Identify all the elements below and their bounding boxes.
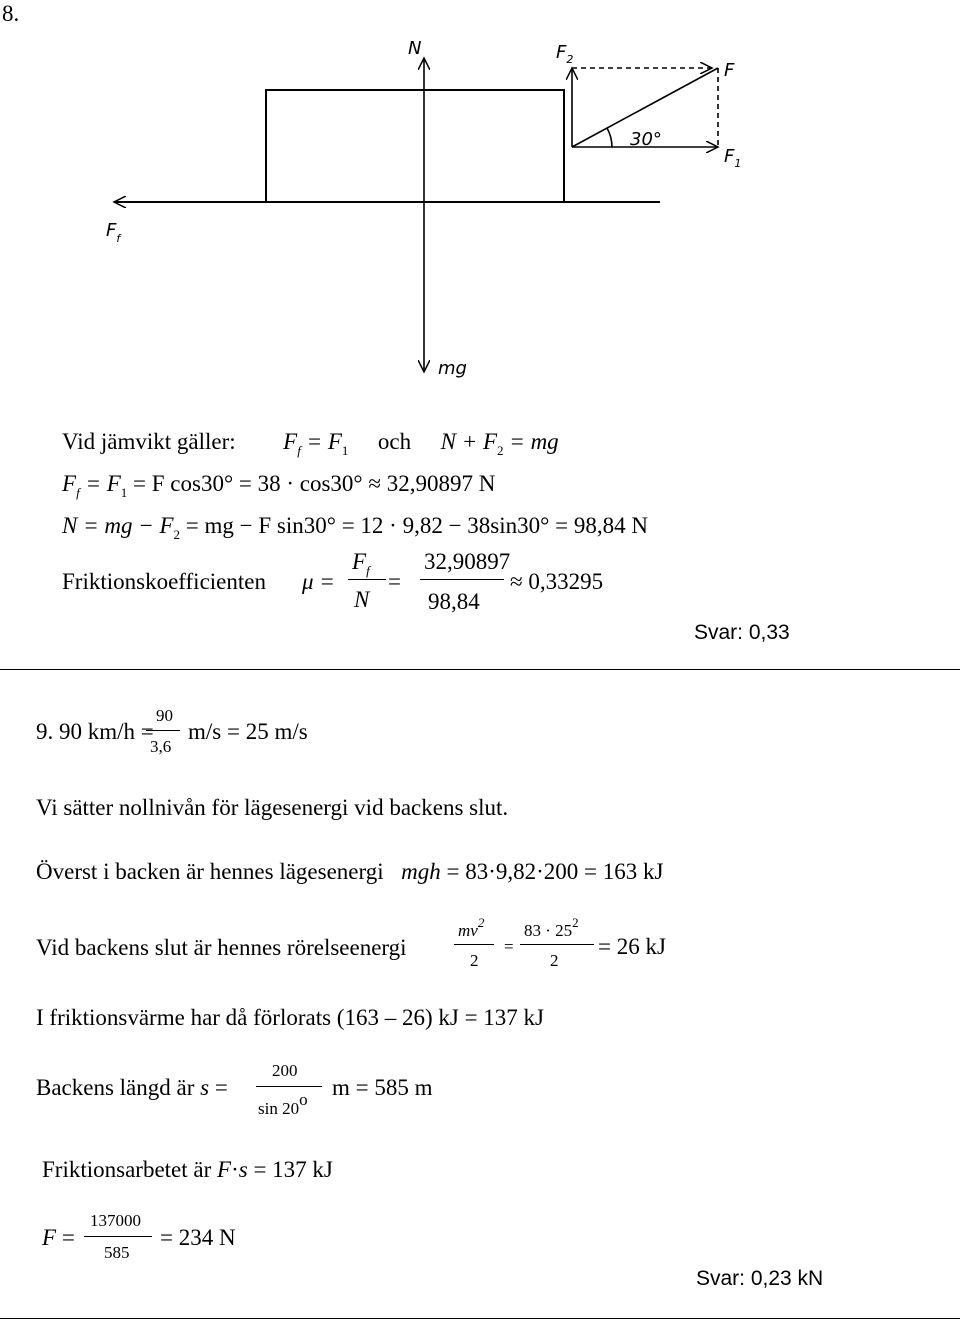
eq1-a: F: [283, 429, 298, 454]
p9-line8-tail: = 234 N: [160, 1225, 236, 1250]
eq1-d: = mg: [509, 429, 559, 454]
answer-8: Svar: 0,33: [694, 621, 790, 644]
p9-line1-tail: m/s = 25 m/s: [188, 719, 308, 744]
eq1-b: = F: [306, 429, 342, 454]
p9-line3: Överst i backen är hennes lägesenergi mgh = 83·9,82·200 = 163 kJ: [36, 859, 664, 884]
p9-line1-num: 90: [156, 706, 173, 725]
eq1-a-sub: f: [297, 443, 301, 458]
p9-line8: F =: [42, 1225, 75, 1250]
label-f: F: [724, 60, 735, 81]
p9-line4-den1: 2: [470, 951, 479, 970]
label-angle: 30°: [630, 129, 662, 150]
problem-number: 8.: [2, 1, 20, 26]
eq1-lead: Vid jämvikt gäller:: [62, 429, 236, 454]
eq3-a-sub: 2: [173, 527, 181, 542]
p9-line2: Vi sätter nollnivån för lägesenergi vid backens slut.: [36, 795, 509, 820]
eq1-c-sub: 2: [497, 443, 504, 458]
eq2-rest-sub: 1: [120, 485, 128, 500]
eq3-a: N = mg − F: [62, 513, 174, 538]
p9-line6-num: 200: [272, 1061, 298, 1080]
p9-line8-num: 137000: [90, 1211, 141, 1230]
label-f1: $F_1$: [724, 146, 742, 170]
label-n: N: [408, 38, 422, 59]
eq3: [62, 513, 648, 542]
eq1-c: N + F: [440, 429, 498, 454]
p9-line1-den: 3,6: [150, 737, 172, 756]
divider-2: [0, 1318, 960, 1319]
eq2-a: F: [62, 471, 77, 496]
eq1-b-sub: 1: [341, 443, 349, 458]
p9-line5: I friktionsvärme har då förlorats (163 – 26) kJ = 137 kJ: [36, 1005, 544, 1030]
eq4-eq: =: [388, 569, 401, 594]
p9-line1-lead: 9. 90 km/h =: [36, 719, 154, 744]
eq4-num: $F_f$: [352, 549, 370, 578]
eq4-frac-line-2: [420, 579, 504, 580]
eq4-den2: 98,84: [428, 589, 480, 614]
eq2-rest: = F: [85, 471, 121, 496]
eq1-och: och: [377, 429, 412, 454]
eq2-tail: = F cos30° = 38 · cos30° ≈ 32,90897 N: [133, 471, 496, 496]
p9-line4-num1: $mv^2$: [458, 915, 485, 940]
label-ff: $F_f$: [106, 220, 121, 245]
eq4-frac-line-1: [348, 579, 386, 580]
p9-line1-frac: [146, 730, 180, 731]
block: [266, 90, 564, 202]
eq2-a-sub: f: [76, 485, 80, 500]
eq4-den: N: [354, 587, 370, 612]
eq1: [62, 429, 559, 458]
p9-line4-den2: 2: [550, 951, 559, 970]
p9-line6-den: sin 20o: [258, 1090, 308, 1118]
p9-line8-den: 585: [104, 1243, 130, 1262]
eq3-tail: = mg − F sin30° = 12 · 9,82 − 38sin30° = 98,84 N: [185, 513, 648, 538]
p9-line4-eq: =: [504, 937, 514, 956]
force-diagram: [0, 0, 960, 400]
label-mg: mg: [438, 358, 467, 379]
p9-line8-frac: [84, 1236, 152, 1237]
eq4-mu: μ =: [302, 569, 335, 594]
p9-line4-frac1: [454, 944, 494, 945]
p9-line6: Backens längd är s =: [36, 1075, 228, 1100]
eq2: [62, 471, 496, 500]
p9-line4-lead: Vid backens slut är hennes rörelseenergi: [36, 935, 407, 960]
eq4-approx: ≈ 0,33295: [510, 569, 604, 594]
angle-arc: [607, 128, 612, 147]
eq4-num2: 32,90897: [424, 549, 511, 574]
p9-line4-frac2: [520, 944, 594, 945]
p9-line7: Friktionsarbetet är F·s = 137 kJ: [42, 1157, 333, 1182]
divider-1: [0, 669, 960, 670]
answer-9: Svar: 0,23 kN: [696, 1267, 824, 1290]
p9-line6-frac: [256, 1086, 322, 1087]
eq4-lead: Friktionskoefficienten: [62, 569, 266, 594]
label-f2: $F_2$: [556, 42, 574, 66]
p9-line4-num2: $83 \cdot 25^2$: [524, 915, 579, 940]
p9-line6-tail: m = 585 m: [332, 1075, 433, 1100]
p9-line4-tail: = 26 kJ: [598, 934, 666, 959]
